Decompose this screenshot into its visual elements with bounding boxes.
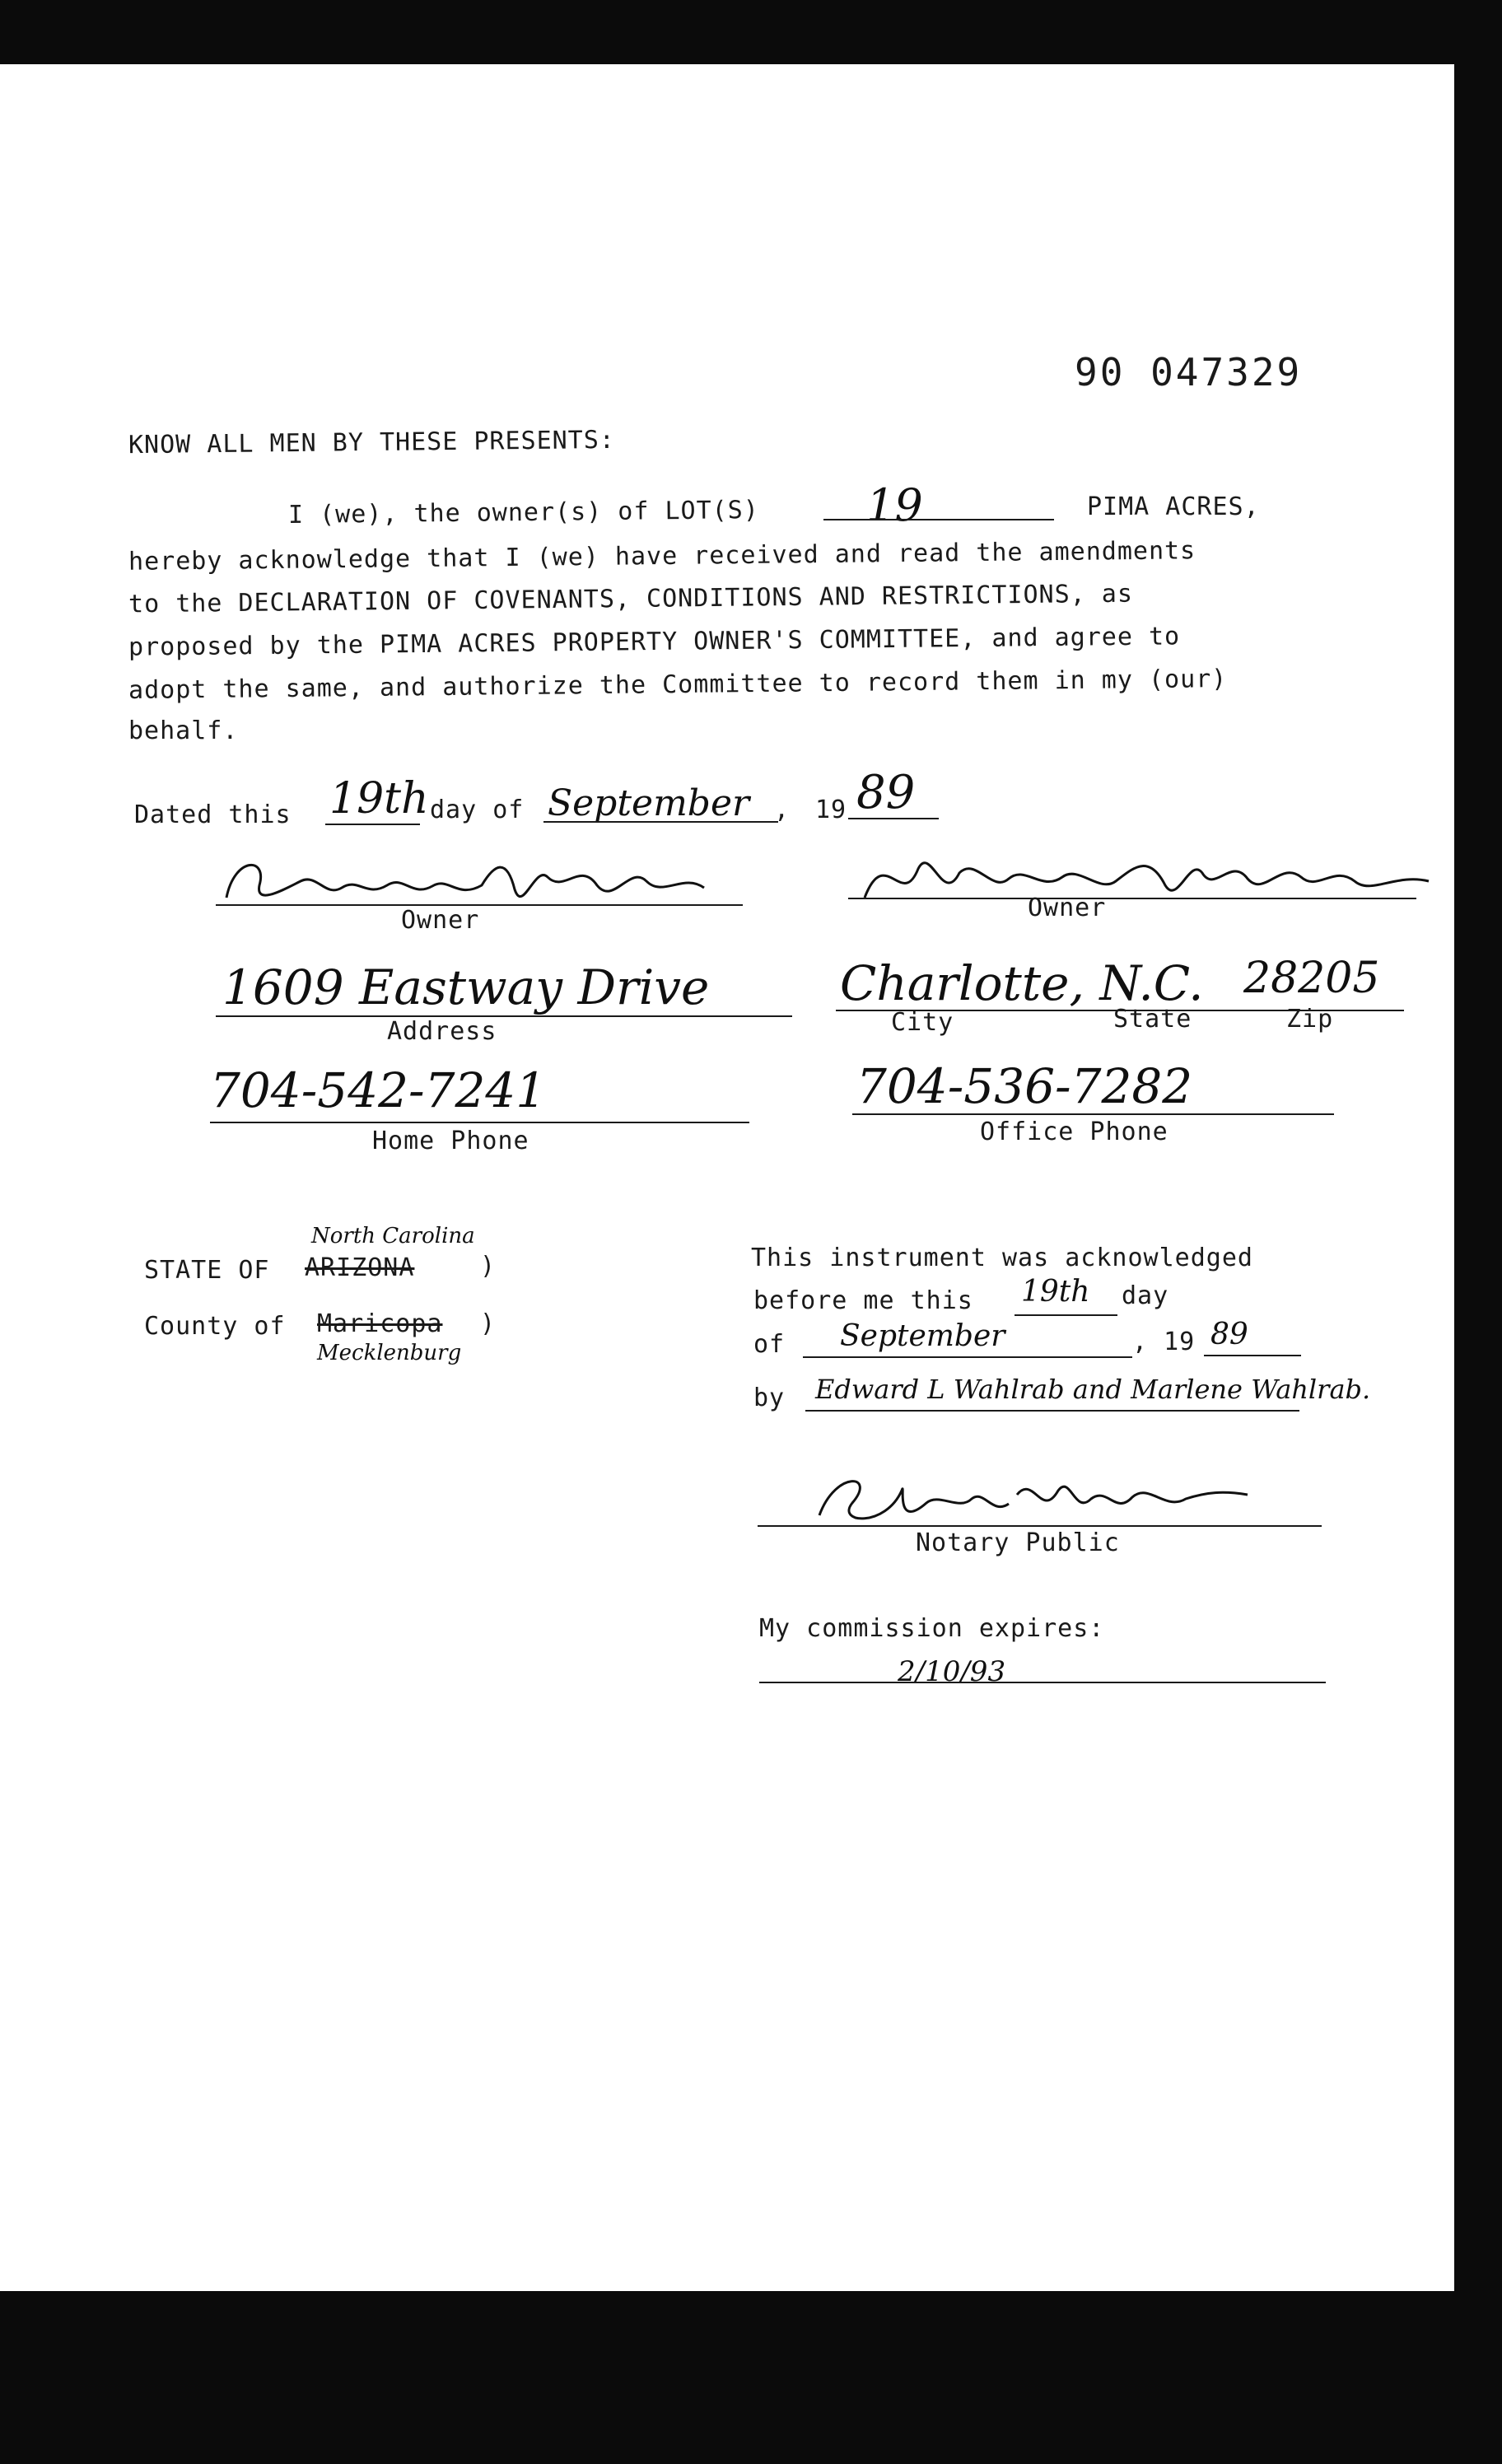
lot-number-line <box>823 519 1054 520</box>
commission-label: My commission expires: <box>759 1614 1105 1643</box>
state-prefix: STATE OF <box>144 1256 270 1285</box>
body-line-1-suffix: PIMA ACRES, <box>1087 492 1260 521</box>
notary-month: September <box>840 1319 1005 1353</box>
dated-year-suffix: 89 <box>856 766 916 819</box>
dated-day: 19th <box>329 774 429 824</box>
notary-line-4-prefix: by <box>753 1384 786 1412</box>
dated-month-line <box>543 821 778 823</box>
county-handwritten: Mecklenburg <box>317 1341 462 1365</box>
dated-year-line <box>848 818 939 819</box>
address-label: Address <box>387 1017 497 1046</box>
body-line-2: hereby acknowledge that I (we) have received and read the amendments <box>128 536 1196 576</box>
notary-line-1: This instrument was acknowledged <box>751 1244 1253 1272</box>
notary-month-line <box>803 1356 1132 1358</box>
office-phone-line <box>852 1113 1334 1115</box>
city-label: City <box>891 1008 954 1037</box>
zip-label: Zip <box>1286 1005 1334 1034</box>
notary-line-2-suffix: day <box>1122 1281 1169 1310</box>
body-line-5: adopt the same, and authorize the Committee to record them in my (our) <box>128 665 1228 705</box>
notary-label: Notary Public <box>916 1528 1120 1557</box>
address-city-state: Charlotte, N.C. <box>840 955 1204 1011</box>
dated-month: September <box>548 782 750 824</box>
home-phone: 704-542-7241 <box>210 1062 547 1118</box>
address-street: 1609 Eastway Drive <box>222 959 710 1015</box>
home-phone-label: Home Phone <box>372 1127 529 1155</box>
owner1-signature <box>210 840 753 922</box>
document-number: 90 047329 <box>1075 350 1303 394</box>
office-phone: 704-536-7282 <box>856 1058 1193 1114</box>
state-handwritten: North Carolina <box>311 1224 475 1248</box>
notary-day-line <box>1015 1314 1117 1316</box>
body-line-1-prefix: I (we), the owner(s) of LOT(S) <box>287 496 760 530</box>
notary-year-line <box>1204 1355 1301 1356</box>
notary-day: 19th <box>1021 1275 1090 1309</box>
dated-year-prefix: 19 <box>815 796 847 824</box>
body-line-6: behalf. <box>128 716 239 745</box>
dated-comma: , <box>774 796 791 824</box>
owner2-signature <box>852 836 1445 918</box>
notary-signature-line <box>758 1525 1322 1527</box>
lot-number: 19 <box>866 479 923 531</box>
dated-prefix: Dated this <box>134 800 292 829</box>
notary-year-prefix: , 19 <box>1132 1328 1196 1356</box>
notary-names-line <box>805 1410 1299 1412</box>
heading: KNOW ALL MEN BY THESE PRESENTS: <box>128 425 616 460</box>
county-original: Maricopa <box>317 1309 443 1338</box>
body-line-3: to the DECLARATION OF COVENANTS, CONDITIONS AND RESTRICTIONS, as <box>128 579 1134 619</box>
notary-line-3-prefix: of <box>753 1330 786 1359</box>
owner2-label: Owner <box>1028 894 1107 922</box>
home-phone-line <box>210 1122 749 1123</box>
notary-year: 89 <box>1210 1318 1248 1351</box>
address-line <box>216 1015 792 1017</box>
county-paren: ) <box>480 1309 497 1338</box>
dated-day-line <box>325 824 420 825</box>
address-zip: 28205 <box>1243 954 1380 1003</box>
owner1-label: Owner <box>401 906 480 935</box>
notary-names: Edward L Wahlrab and Marlene Wahlrab. <box>815 1374 1371 1405</box>
state-label: State <box>1113 1005 1192 1034</box>
state-original: ARIZONA <box>305 1253 415 1282</box>
office-phone-label: Office Phone <box>980 1118 1168 1146</box>
body-line-4: proposed by the PIMA ACRES PROPERTY OWNER'S COMMITTEE, and agree to <box>128 622 1181 662</box>
county-prefix: County of <box>144 1312 286 1341</box>
notary-signature <box>762 1458 1256 1536</box>
notary-line-2-prefix: before me this <box>753 1286 973 1315</box>
state-paren: ) <box>480 1252 497 1281</box>
commission-date: 2/10/93 <box>898 1655 1006 1688</box>
commission-date-line <box>759 1682 1326 1683</box>
owner2-line <box>848 898 1416 899</box>
dated-day-of: day of <box>430 796 525 824</box>
